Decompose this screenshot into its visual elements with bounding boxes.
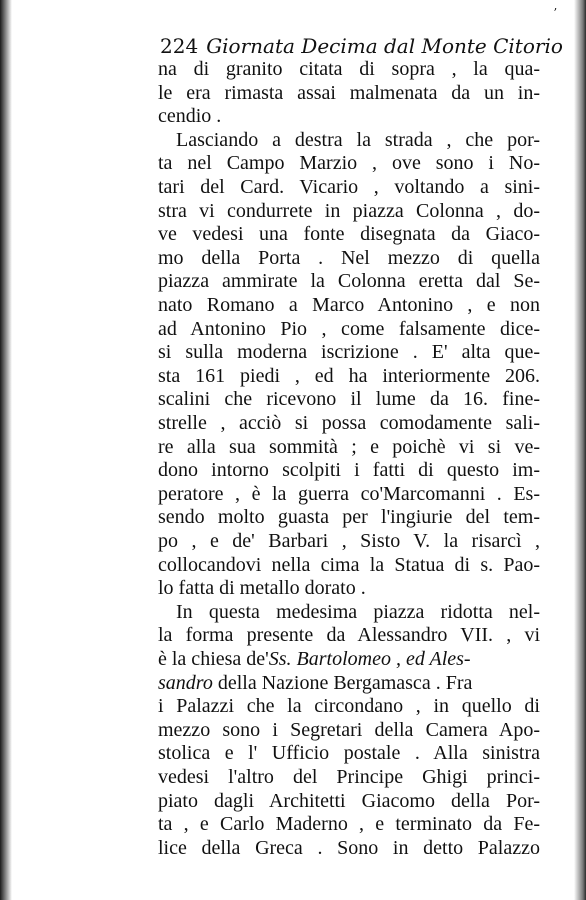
text-line: In questa medesima piazza ridotta nel- [176, 600, 540, 623]
text-line: ta , e Carlo Maderno , e terminato da Fe- [158, 813, 540, 836]
running-title: Giornata Decima dal Monte Citorio [206, 34, 563, 58]
text-line: ta nel Campo Marzio , ove sono i No- [158, 152, 540, 175]
text-line: collocandovi nella cima la Statua di s. Pao- [158, 553, 540, 576]
left-page-edge-shadow [0, 0, 12, 900]
text-line: la forma presente da Alessandro VII. , vi [158, 624, 540, 647]
corner-mark: ʼ [553, 6, 557, 20]
text-line: po , e de' Barbari , Sisto V. la risarcì , [158, 530, 540, 552]
text-line: sta 161 piedi , ed ha interiormente 206. [158, 364, 540, 387]
text-line: stolica e l' Ufficio postale . Alla sinistra [158, 742, 540, 765]
text-line: strelle , acciò si possa comodamente sali- [158, 412, 540, 434]
text-line: nato Romano a Marco Antonino , e non [158, 294, 540, 316]
text-line: piato dagli Architetti Giacomo della Por- [158, 789, 540, 812]
text-run: della Nazione Bergamasca . Fra [217, 671, 473, 694]
text-line: peratore , è la guerra co'Marcomanni . Es- [158, 482, 540, 505]
text-run: è la chiesa de' [158, 648, 269, 670]
text-line: mo della Porta . Nel mezzo di quella [158, 246, 540, 269]
text-line: ad Antonino Pio , come falsamente dice- [158, 317, 540, 340]
text-line: Lasciando a destra la strada , che por- [176, 128, 540, 151]
text-line: na di granito citata di sopra , la qua- [158, 58, 540, 80]
text-line: tari del Card. Vicario , voltando a sini- [158, 176, 540, 198]
running-header [160, 34, 563, 58]
text-line: dono intorno scolpiti i fatti di questo im- [158, 459, 540, 482]
italic-text-run: Ss. Bartolomeo , ed Ales- [268, 648, 471, 670]
right-page-edge-shadow [574, 0, 586, 900]
italic-text-run: sandro [158, 671, 213, 694]
text-line: sendo molto guasta per l'ingiurie del tem- [158, 506, 540, 529]
text-line: mezzo sono i Segretari della Camera Apo- [158, 718, 540, 741]
text-line [158, 647, 540, 671]
text-line: ve vedesi una fonte disegnata da Giaco- [158, 223, 540, 246]
text-line: piazza ammirate la Colonna eretta dal Se- [158, 270, 540, 293]
text-line: le era rimasta assai malmenata da un in- [158, 81, 540, 104]
text-line: si sulla moderna iscrizione . E' alta que- [158, 341, 540, 364]
text-line: lo fatta di metallo dorato . [158, 577, 366, 600]
text-line: lice della Greca . Sono in detto Palazzo [158, 836, 540, 859]
text-line: scalini che ricevono il lume da 16. fine- [158, 388, 540, 411]
text-line: i Palazzi che la circondano , in quello di [158, 695, 540, 718]
page-number: 224 [160, 34, 199, 58]
text-line: stra vi condurrete in piazza Colonna , do- [158, 199, 540, 222]
text-line: vedesi l'altro del Principe Ghigi princi- [158, 766, 540, 788]
text-line: cendio . [158, 105, 222, 128]
text-line: re alla sua sommità ; e poichè vi si ve- [158, 435, 540, 458]
text-line [158, 671, 540, 695]
